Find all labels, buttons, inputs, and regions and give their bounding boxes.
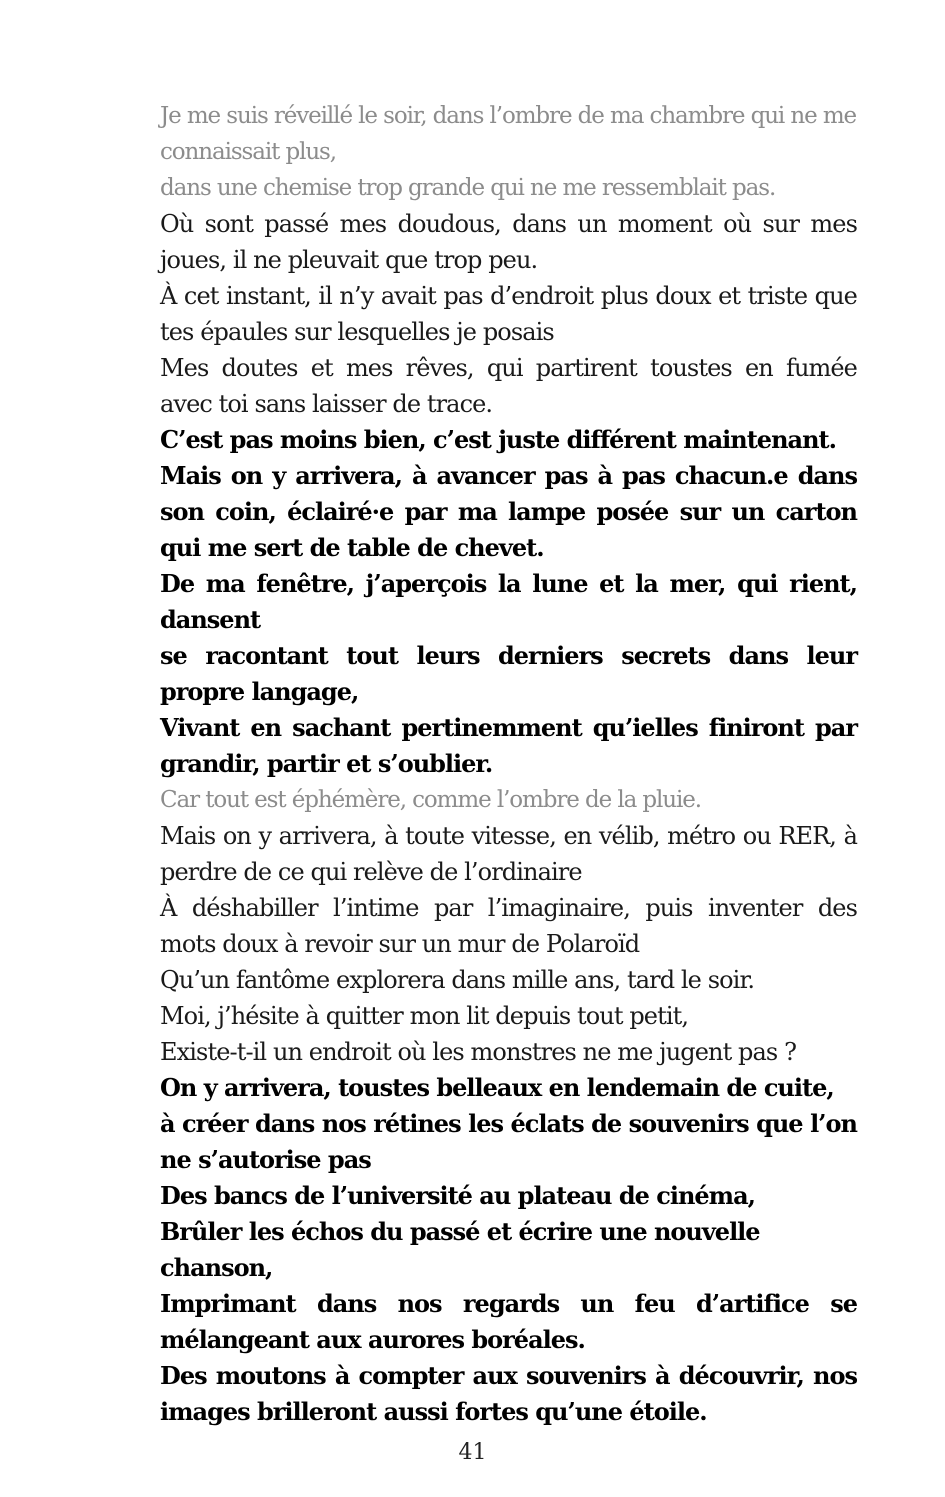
poem-line: Car tout est éphémère, comme l’ombre de la pluie. (160, 787, 701, 813)
poem-line: Je me suis réveillé le soir, dans l’ombre de ma chambre qui ne me connaissait plus, (160, 103, 857, 165)
poem-line: se racontant tout leurs derniers secrets dans leur propre langage, (160, 641, 857, 706)
poem-line: À déshabiller l’intime par l’imaginaire, puis inventer des mots doux à revoir sur un mur de Polaroïd (160, 894, 857, 958)
poem-line: Mes doutes et mes rêves, qui partirent toustes en fumée avec toi sans laisser de trace. (160, 354, 857, 418)
poem-line: Des bancs de l’université au plateau de cinéma, (160, 1181, 755, 1210)
poem-line: Des moutons à compter aux souvenirs à découvrir, nos images brilleront aussi fortes qu’une étoile. (160, 1361, 857, 1426)
poem-line: Vivant en sachant pertinemment qu’ielles finiront par grandir, partir et s’oublier. (160, 713, 857, 778)
page-number: 41 (458, 1440, 487, 1465)
poem-line: Où sont passé mes doudous, dans un moment où sur mes joues, il ne pleuvait que trop peu. (160, 210, 857, 274)
poem-line: à créer dans nos rétines les éclats de souvenirs que l’on ne s’autorise pas (160, 1109, 857, 1174)
poem-line: C’est pas moins bien, c’est juste différent maintenant. (160, 425, 836, 454)
poem-line: Brûler les échos du passé et écrire une nouvelle chanson, (160, 1217, 760, 1282)
poem-body (160, 98, 857, 1430)
poem-line: De ma fenêtre, j’aperçois la lune et la mer, qui rient, dansent (160, 569, 857, 634)
poem-line: dans une chemise trop grande qui ne me ressemblait pas. (160, 175, 776, 201)
poem-line: Existe-t-il un endroit où les monstres ne me jugent pas ? (160, 1038, 797, 1066)
poem-line: Qu’un fantôme explorera dans mille ans, tard le soir. (160, 966, 755, 994)
poem-line: Mais on y arrivera, à toute vitesse, en vélib, métro ou RER, à perdre de ce qui relève de l’ordinaire (160, 822, 857, 886)
poem-line: Imprimant dans nos regards un feu d’artifice se mélangeant aux aurores boréales. (160, 1289, 857, 1354)
poem-line: On y arrivera, toustes belleaux en lendemain de cuite, (160, 1073, 834, 1102)
poem-line: Mais on y arrivera, à avancer pas à pas chacun.e dans son coin, éclairé·e par ma lampe posée sur un carton qui me sert de table de chevet. (160, 461, 857, 562)
poem-line: À cet instant, il n’y avait pas d’endroit plus doux et triste que tes épaules sur lesquelles je posais (160, 282, 857, 346)
poem-line: Moi, j’hésite à quitter mon lit depuis tout petit, (160, 1002, 689, 1030)
